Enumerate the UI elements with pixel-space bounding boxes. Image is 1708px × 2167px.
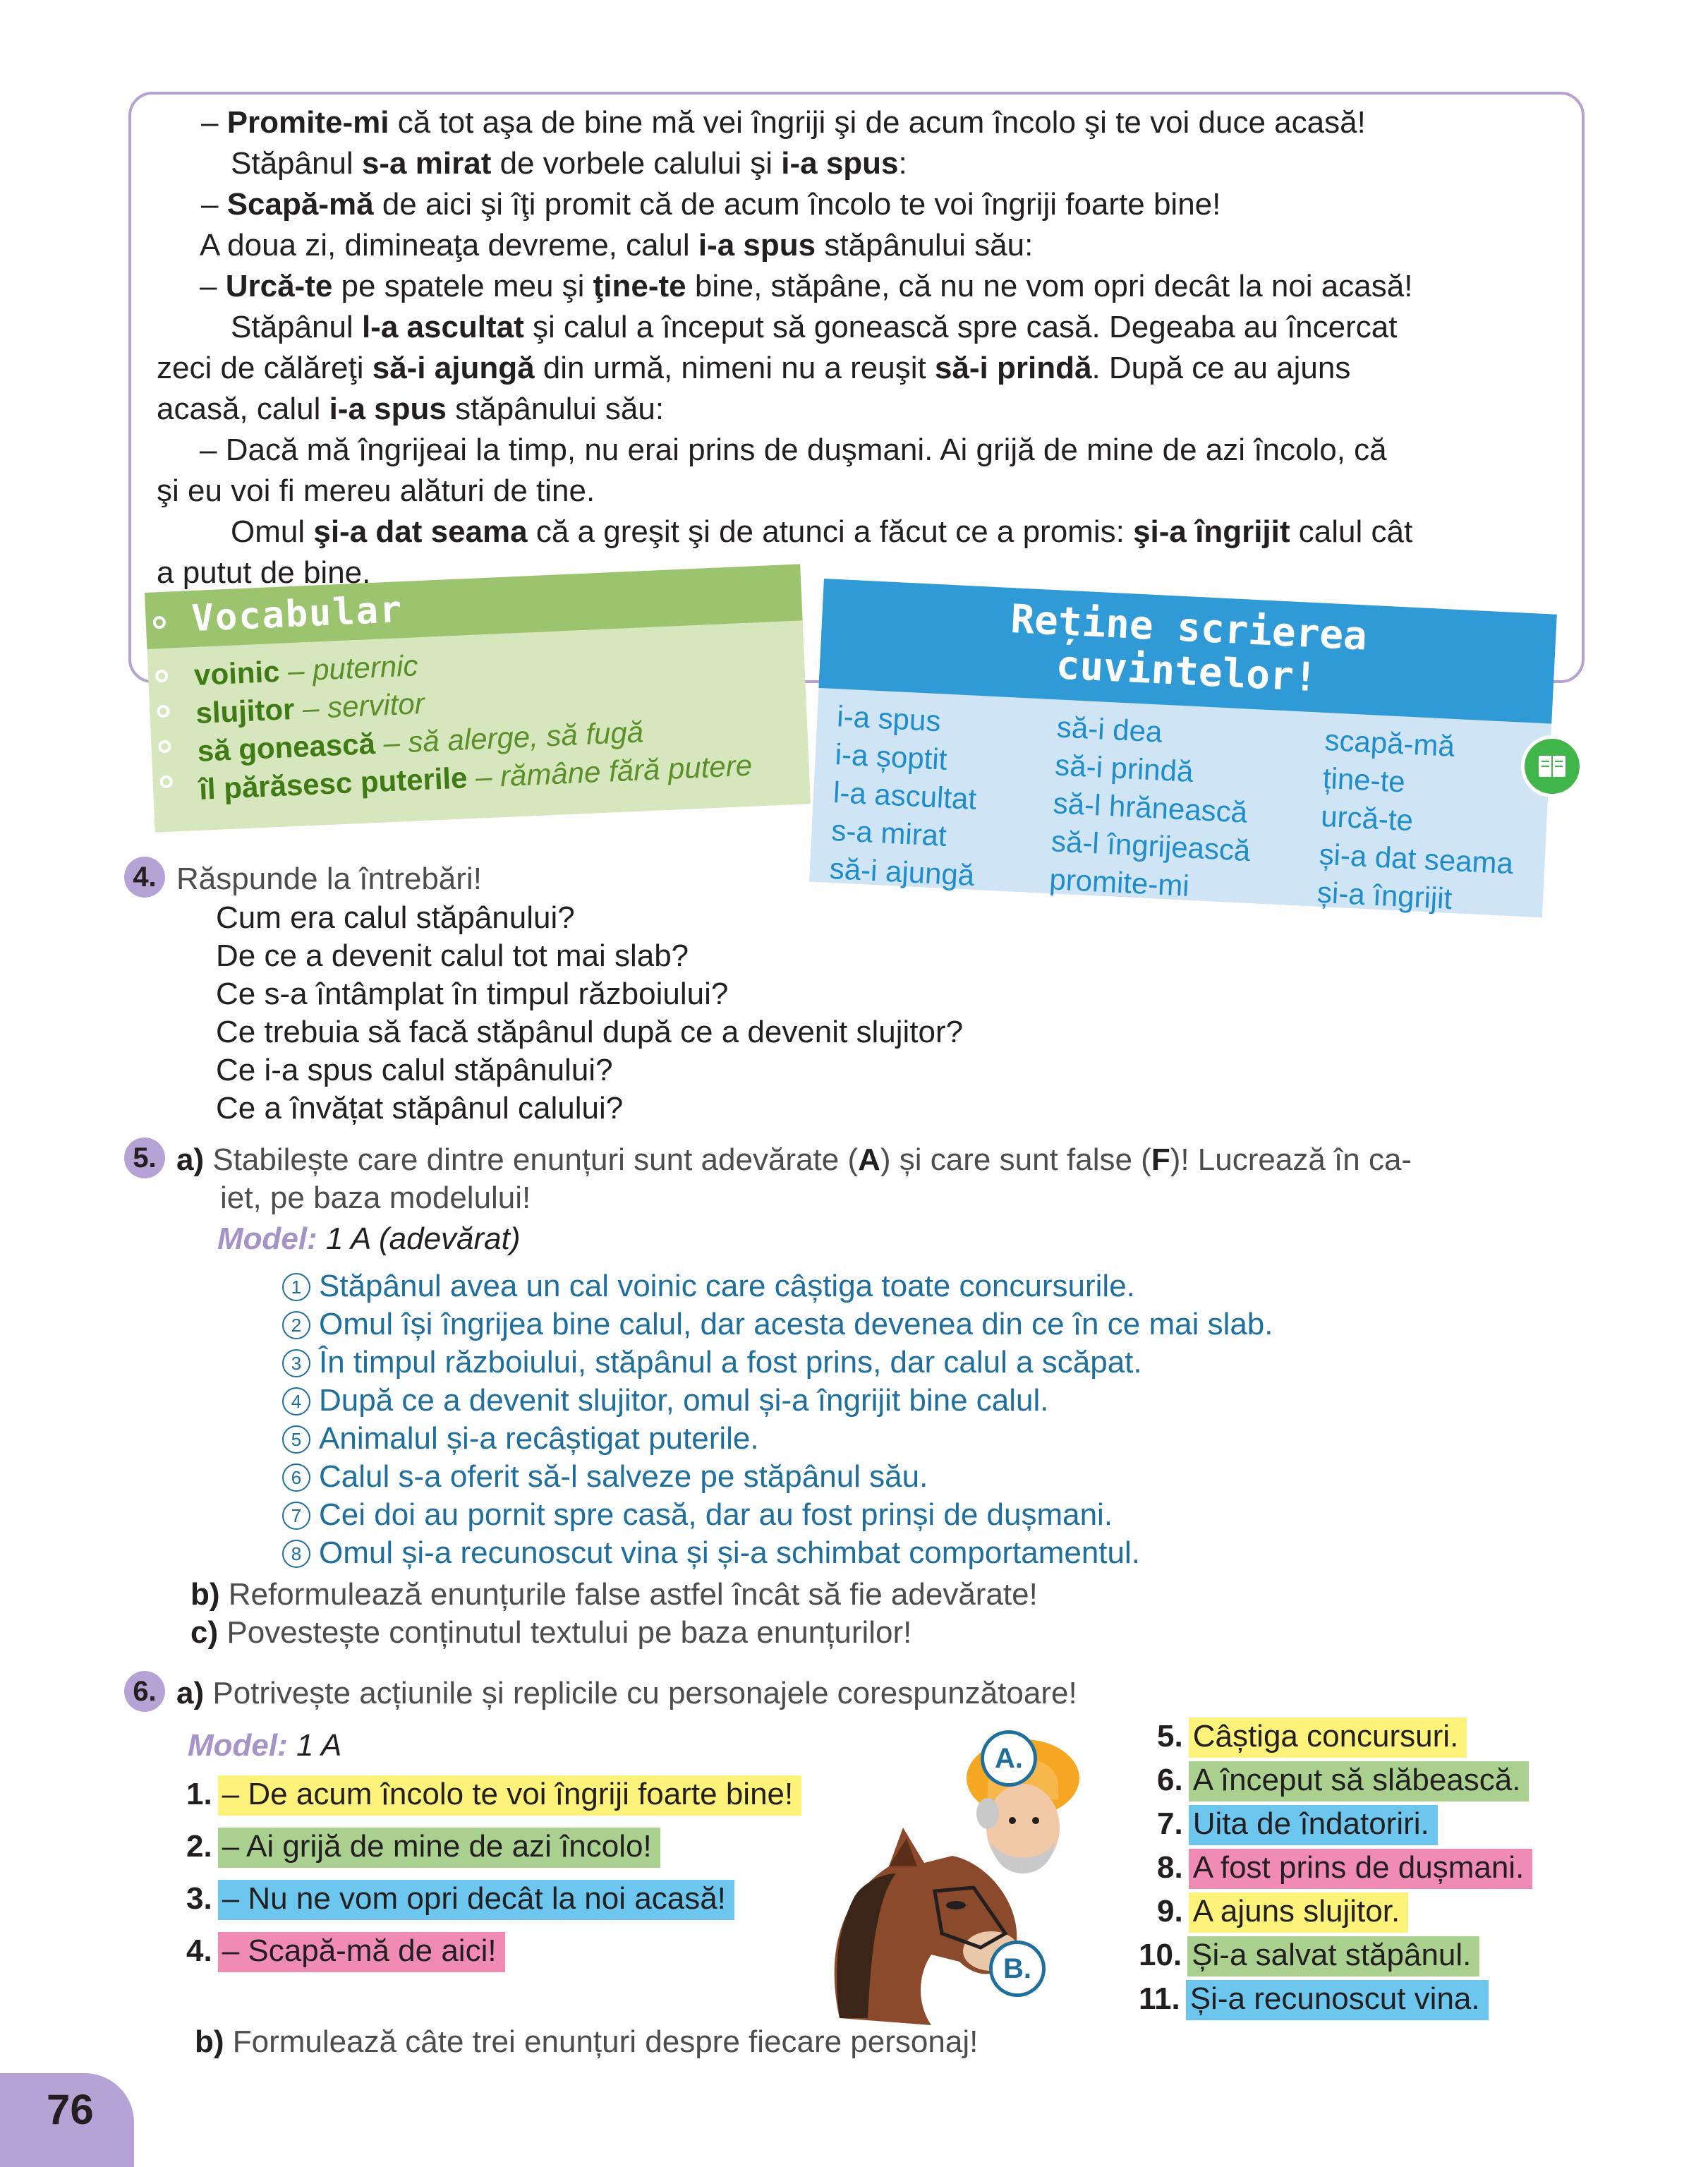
page-number: 76 (47, 2086, 94, 2133)
action-item: 11. Și-a recunoscut vina. (1139, 1981, 1489, 2017)
exercise-5b-instruction: b) Reformulează enunțurile false astfel încât să fie adevărate! (190, 1577, 1038, 1612)
reply-item: 3. – Nu ne vom opri decât la noi acasă! (186, 1881, 734, 1917)
story-line-8: acasă, calul i-a spus stăpânului său: (157, 392, 665, 426)
statement: 8 Omul și-a recunoscut vina și și-a schimbat comportamentul. (282, 1535, 1140, 1571)
vocab-item: îl părăsesc puterile – rămâne fără putere (198, 748, 753, 806)
spelling-word: scapă-mă (1324, 723, 1456, 763)
story-line-5: – Urcă-te pe spatele meu şi ţine-te bine, stăpâne, că nu ne vom opri decât la noi acasă! (200, 269, 1413, 303)
question: De ce a devenit calul tot mai slab? (216, 938, 689, 973)
exercise-5-number: 5. (124, 1137, 165, 1178)
question: Cum era calul stăpânului? (216, 900, 575, 935)
story-line-11: Omul şi-a dat seama că a greşit şi de atunci a făcut ce a promis: şi-a îngrijit calul cât (231, 514, 1413, 549)
exercise-6-model: Model: 1 A (188, 1728, 342, 1763)
spelling-word: și-a îngrijit (1316, 875, 1453, 916)
action-item: 6. A început să slăbească. (1157, 1763, 1529, 1798)
statement: 2 Omul își îngrijea bine calul, dar acesta devenea din ce în ce mai slab. (282, 1307, 1273, 1342)
exercise-6b-instruction: b) Formulează câte trei enunțuri despre fiecare personaj! (195, 2024, 979, 2059)
action-item: 5. Câștiga concursuri. (1157, 1719, 1467, 1754)
spelling-word: să-i dea (1055, 710, 1163, 749)
statement: 5 Animalul și-a recâștigat puterile. (282, 1421, 759, 1456)
spelling-panel (809, 579, 1557, 917)
horse-illustration (835, 1828, 1019, 2025)
action-item: 10. Și-a salvat stăpânul. (1139, 1938, 1479, 1973)
spiral-ring-icon (158, 740, 171, 754)
spiral-ring-icon (157, 705, 170, 718)
exercise-5c-instruction: c) Povestește conținutul textului pe baza enunțurilor! (190, 1615, 912, 1650)
story-line-4: A doua zi, dimineaţa devreme, calul i-a spus stăpânului său: (200, 228, 1034, 262)
spelling-word: și-a dat seama (1318, 837, 1515, 881)
story-line-1: – Promite-mi că tot aşa de bine mă vei îngriji şi de acum încolo şi te voi duce acasă! (201, 105, 1366, 140)
reply-item: 4. – Scapă-mă de aici! (186, 1933, 505, 1969)
statement: 1 Stăpânul avea un cal voinic care câștiga toate concursurile. (282, 1269, 1135, 1304)
statement: 6 Calul s-a oferit să-l salveze pe stăpânul său. (282, 1459, 928, 1495)
question: Ce trebuia să facă stăpânul după ce a devenit slujitor? (216, 1015, 964, 1049)
story-line-3: – Scapă-mă de aici şi îţi promit că de acum încolo te voi îngriji foarte bine! (201, 187, 1221, 222)
spelling-word: să-l hrănească (1052, 786, 1249, 829)
action-item: 8. A fost prins de dușmani. (1157, 1850, 1532, 1885)
story-line-9: – Dacă mă îngrijeai la timp, nu erai prins de duşmani. Ai grijă de mine de azi încolo, că (200, 433, 1387, 467)
statement: 3 În timpul războiului, stăpânul a fost prins, dar calul a scăpat. (282, 1345, 1142, 1380)
spelling-word: i-a șoptit (834, 737, 948, 776)
spelling-word: ține-te (1321, 761, 1406, 799)
exercise-5a-instruction-cont: iet, pe baza modelului! (220, 1181, 531, 1215)
vocab-item: voinic – puternic (193, 648, 419, 692)
spelling-panel-title: Reține scrierea cuvintelor! (818, 579, 1556, 724)
exercise-6a-instruction: a) Potrivește acțiunile și replicile cu personajele corespunzătoare! (176, 1676, 1077, 1710)
story-line-2: Stăpânul s-a mirat de vorbele calului şi i-a spus: (231, 146, 907, 181)
spiral-ring-icon (159, 775, 173, 789)
character-a-label: A. (981, 1730, 1037, 1787)
exercise-4-title: Răspunde la întrebări! (176, 862, 482, 896)
question: Ce a învățat stăpânul calului? (216, 1091, 624, 1125)
spelling-word: l-a ascultat (832, 775, 978, 816)
spiral-ring-icon (155, 670, 169, 683)
spelling-word: promite-mi (1048, 862, 1190, 903)
statement: 4 După ce a devenit slujitor, omul și-a îngrijit bine calul. (282, 1383, 1049, 1418)
statement: 7 Cei doi au pornit spre casă, dar au fost prinși de dușmani. (282, 1497, 1113, 1533)
question: Ce s-a întâmplat în timpul războiului? (216, 977, 729, 1011)
spelling-word: să-i ajungă (828, 851, 976, 892)
story-line-12: a putut de bine. (157, 555, 371, 590)
reply-item: 1. – De acum încolo te voi îngriji foarte bine! (186, 1777, 801, 1812)
spelling-word: să-l îngrijească (1050, 824, 1252, 867)
exercise-6-number: 6. (124, 1671, 165, 1712)
exercise-4-number: 4. (124, 857, 165, 898)
story-line-6: Stăpânul l-a ascultat şi calul a început să gonească spre casă. Degeaba au încercat (231, 310, 1398, 344)
characters-illustration (811, 1722, 1094, 2032)
story-line-10: şi eu voi fi mereu alături de tine. (157, 473, 595, 508)
exercise-5-model: Model: 1 A (adevărat) (217, 1221, 521, 1256)
action-item: 9. A ajuns slujitor. (1157, 1894, 1408, 1929)
spelling-word: s-a mirat (830, 813, 947, 852)
vocab-item: slujitor – servitor (195, 686, 425, 730)
book-icon (1521, 735, 1583, 797)
spelling-word: urcă-te (1320, 799, 1415, 838)
vocab-item: să gonească – să alerge, să fugă (196, 715, 645, 768)
action-item: 7. Uita de îndatoriri. (1157, 1806, 1438, 1842)
reply-item: 2. – Ai grijă de mine de azi încolo! (186, 1829, 660, 1864)
story-line-7: zeci de călăreţi să-i ajungă din urmă, nimeni nu a reuşit să-i prindă. După ce au ajuns (157, 351, 1351, 385)
exercise-5a-instruction: a) Stabilește care dintre enunțuri sunt adevărate (A) și care sunt false (F)! Lucrează în ca- (176, 1142, 1412, 1177)
question: Ce i-a spus calul stăpânului? (216, 1053, 613, 1087)
character-b-label: B. (989, 1940, 1046, 1997)
vocabulary-title: Vocabular (145, 564, 803, 648)
vocabulary-panel (145, 564, 811, 832)
spelling-word: să-i prindă (1054, 748, 1194, 788)
spelling-word: i-a spus (836, 699, 942, 738)
